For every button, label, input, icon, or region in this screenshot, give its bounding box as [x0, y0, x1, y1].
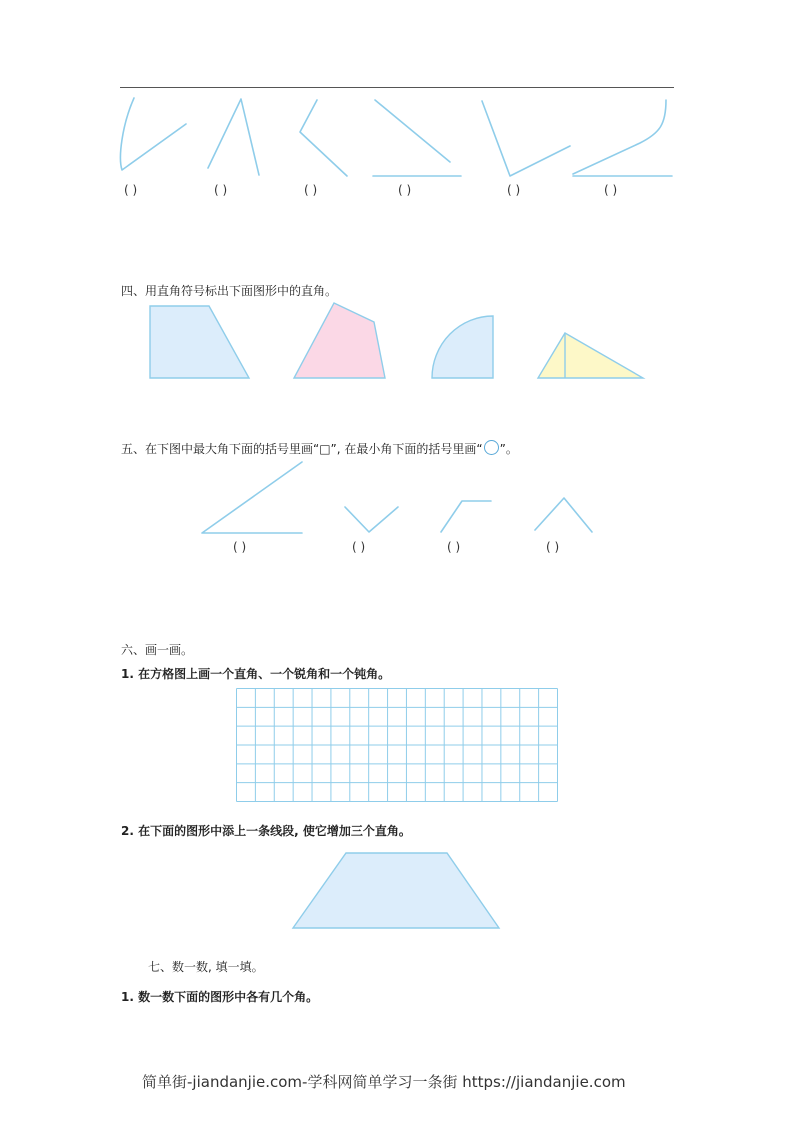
paren-3-1[interactable]: ( )	[124, 183, 138, 197]
section4-title: 四、用直角符号标出下面图形中的直角。	[121, 284, 338, 298]
section5-title-part2: ”。	[499, 442, 518, 456]
paren-5-2[interactable]: ( )	[352, 540, 366, 554]
section6-q2: 2. 在下面的图形中添上一条线段, 使它增加三个直角。	[121, 824, 411, 838]
footer-watermark: 简单街-jiandanjie.com-学科网简单学习一条街 https://jiandanjie.com	[142, 1073, 626, 1091]
section7-title: 七、数一数, 填一填。	[148, 960, 264, 974]
section7-q1: 1. 数一数下面的图形中各有几个角。	[121, 990, 319, 1004]
paren-5-1[interactable]: ( )	[233, 540, 247, 554]
paren-3-2[interactable]: ( )	[214, 183, 228, 197]
paren-5-4[interactable]: ( )	[546, 540, 560, 554]
paren-3-3[interactable]: ( )	[304, 183, 318, 197]
section6-title: 六、画一画。	[121, 643, 194, 657]
paren-3-4[interactable]: ( )	[398, 183, 412, 197]
isosceles-trapezoid	[293, 853, 499, 928]
section6-q1: 1. 在方格图上画一个直角、一个锐角和一个钝角。	[121, 667, 391, 681]
paren-5-3[interactable]: ( )	[447, 540, 461, 554]
section5-title-part1: 五、在下图中最大角下面的括号里画“□”, 在最小角下面的括号里画“	[121, 442, 483, 456]
paren-3-5[interactable]: ( )	[507, 183, 521, 197]
paren-3-6[interactable]: ( )	[604, 183, 618, 197]
